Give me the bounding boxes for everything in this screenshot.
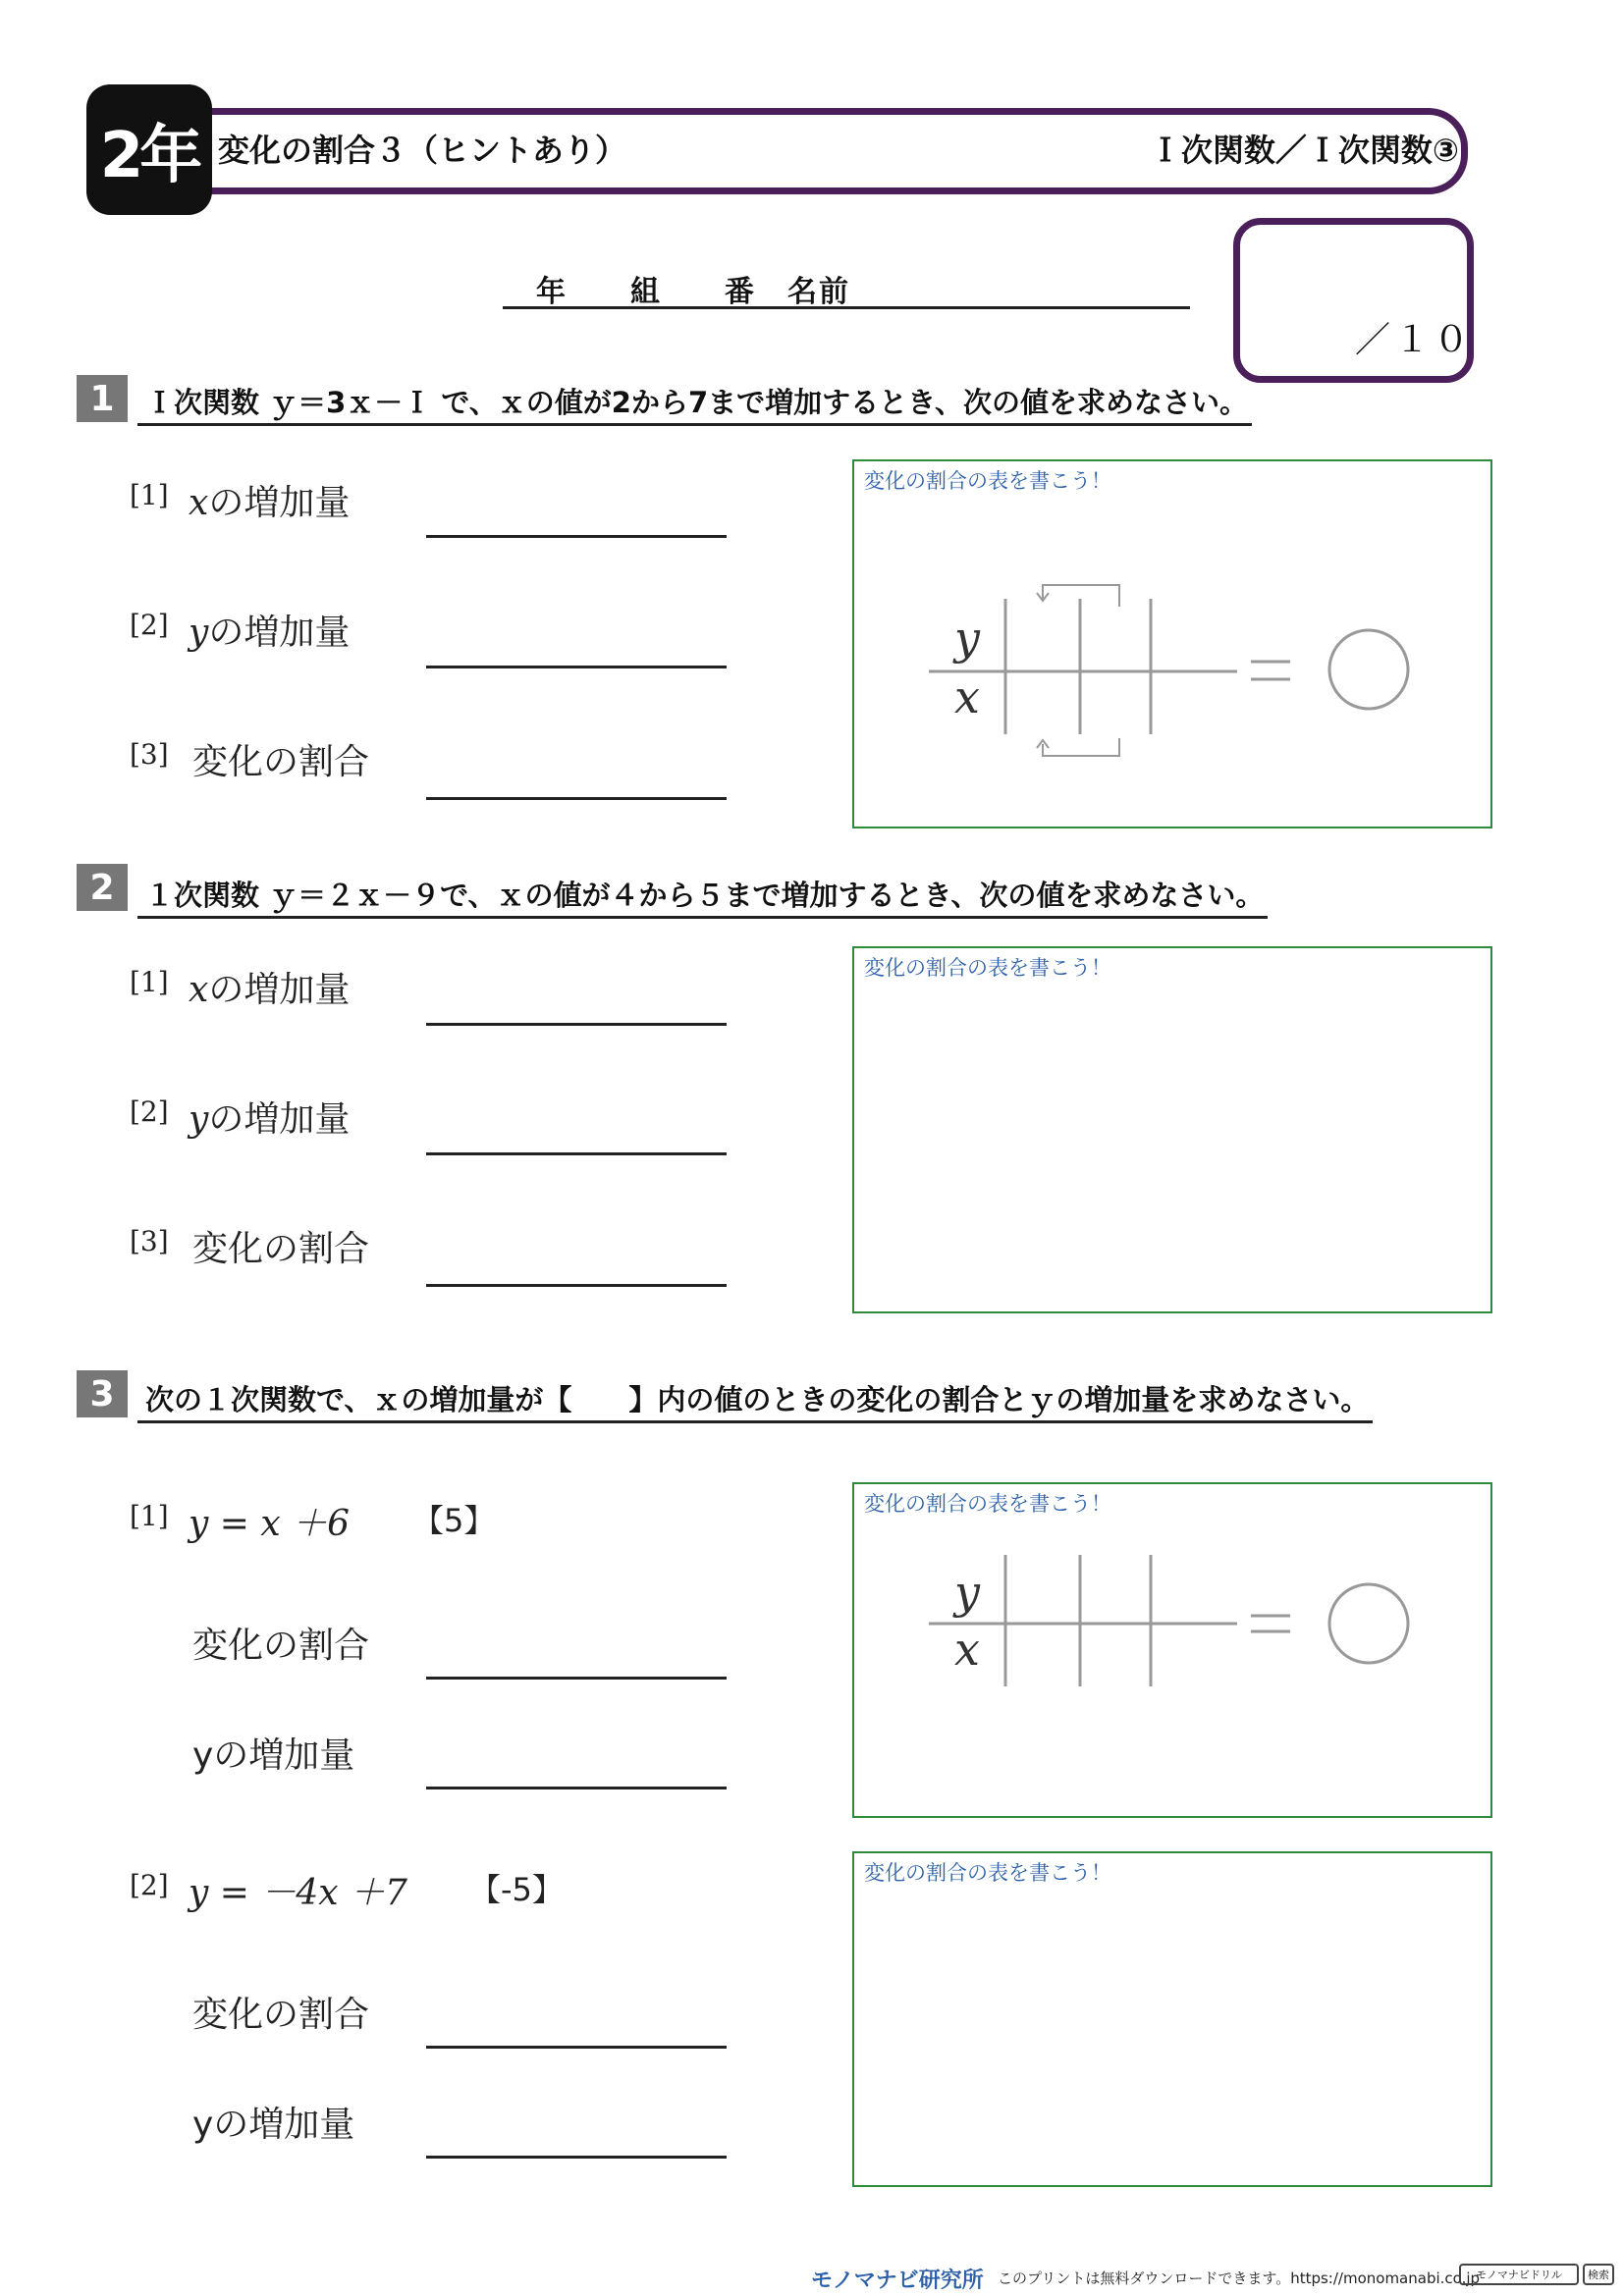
s1-q1-number: [1] — [130, 479, 169, 511]
s3-p2-rate-answer-line[interactable] — [426, 2046, 727, 2049]
s2-q1-label: xの増加量 — [189, 970, 351, 1010]
footer-brand-logo: モノマナビ研究所 — [811, 2269, 984, 2293]
s1-q3-answer-line[interactable] — [426, 797, 727, 800]
s2-hint-title: 変化の割合の表を書こう！ — [864, 956, 1111, 980]
s3-p1-hint-box[interactable] — [852, 1482, 1492, 1818]
s2-q2-number: [2] — [130, 1095, 169, 1128]
s3-p1-number: [1] — [130, 1500, 169, 1532]
s3-p1-equation: y = x ＋6 — [189, 1504, 351, 1544]
s1-hint-title: 変化の割合の表を書こう！ — [864, 469, 1111, 493]
s3-p1-diagram-y-label: y — [954, 1566, 980, 1619]
footer-search-button[interactable]: 検索 — [1583, 2264, 1614, 2285]
worksheet-title: 変化の割合３（ヒントあり） — [218, 132, 627, 169]
grade-badge: 2年 — [86, 84, 212, 215]
s1-q3-label: 変化の割合 — [192, 742, 370, 782]
s3-p1-hint-title: 変化の割合の表を書こう！ — [864, 1492, 1111, 1516]
s3-p1-rate-answer-line[interactable] — [426, 1677, 727, 1680]
footer-text: このプリントは無料ダウンロードできます。https://monomanabi.co.jp — [998, 2269, 1481, 2287]
s2-q3-answer-line[interactable] — [426, 1284, 727, 1287]
s3-p1-diagram-x-label: x — [954, 1623, 980, 1676]
s2-q3-number: [3] — [130, 1225, 169, 1257]
s3-p1-rate-label: 変化の割合 — [192, 1626, 370, 1666]
s1-q2-number: [2] — [130, 609, 169, 641]
section-1-text: Ｉ次関数 ｙ＝3ｘ－Ｉ で、ｘの値が2から7まで増加するとき、次の値を求めなさい。 — [137, 381, 1252, 426]
s2-q1-number: [1] — [130, 966, 169, 998]
s3-p1-rate-diagram — [854, 1484, 1494, 1820]
section-2-number: 2 — [77, 864, 128, 911]
section-1-number: 1 — [77, 375, 128, 422]
s1-diagram-x-label: x — [954, 670, 980, 723]
score-text: ／１０ — [1355, 320, 1474, 360]
s3-p2-yinc-answer-line[interactable] — [426, 2156, 727, 2159]
unit-label: Ｉ次関数／Ｉ次関数③ — [1149, 132, 1459, 169]
s3-p2-hint-title: 変化の割合の表を書こう！ — [864, 1861, 1111, 1885]
s1-q2-label: yの増加量 — [189, 613, 351, 653]
s2-q2-answer-line[interactable] — [426, 1152, 727, 1155]
s3-p1-yinc-label: yの増加量 — [192, 1735, 355, 1776]
s1-q3-number: [3] — [130, 738, 169, 771]
s2-q2-label: yの増加量 — [189, 1099, 351, 1140]
s1-diagram-y-label: y — [954, 612, 980, 665]
s3-p2-bracket: 【-5】 — [469, 1871, 564, 1908]
s3-p2-yinc-label: yの増加量 — [192, 2105, 355, 2145]
s2-q3-label: 変化の割合 — [192, 1229, 370, 1269]
section-3-text: 次の１次関数で、ｘの増加量が【 】内の値のときの変化の割合とｙの増加量を求めなさい。 — [137, 1378, 1373, 1423]
s1-hint-box[interactable] — [852, 459, 1492, 828]
s1-rate-diagram — [854, 461, 1494, 830]
s3-p2-rate-label: 変化の割合 — [192, 1995, 370, 2035]
s1-q2-answer-line[interactable] — [426, 666, 727, 668]
s3-p2-number: [2] — [130, 1869, 169, 1901]
footer-search-field[interactable]: モノマナビドリル — [1459, 2264, 1579, 2285]
name-label: 年 組 番 名前 — [536, 275, 850, 309]
s3-p1-yinc-answer-line[interactable] — [426, 1787, 727, 1789]
s2-q1-answer-line[interactable] — [426, 1023, 727, 1026]
s1-q1-label: xの増加量 — [189, 483, 351, 523]
s2-hint-box[interactable] — [852, 946, 1492, 1313]
s3-p2-equation: y = －4x ＋7 — [189, 1873, 407, 1913]
s1-q1-answer-line[interactable] — [426, 535, 727, 538]
section-2-text: １次関数 ｙ＝２ｘ－９で、ｘの値が４から５まで増加するとき、次の値を求めなさい。 — [137, 874, 1268, 919]
s3-p2-hint-box[interactable] — [852, 1851, 1492, 2187]
s3-p1-bracket: 【5】 — [412, 1502, 496, 1539]
section-3-number: 3 — [77, 1370, 128, 1417]
